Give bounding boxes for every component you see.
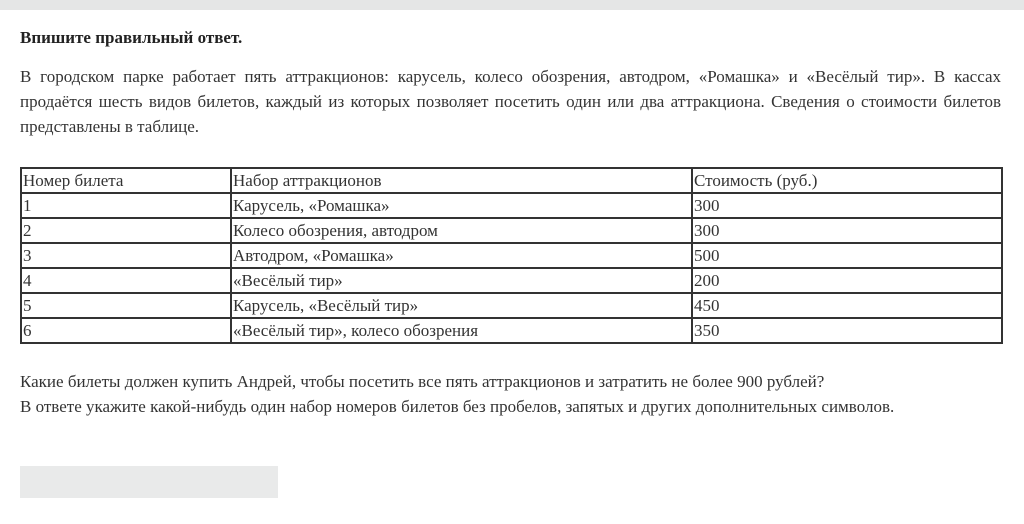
- ticket-price: 300: [692, 193, 1002, 218]
- task-instruction: Впишите правильный ответ.: [20, 28, 243, 47]
- table-row: [21, 218, 1002, 243]
- ticket-price: 500: [692, 243, 1002, 268]
- task-content: [20, 26, 1001, 419]
- ticket-number: 2: [21, 218, 231, 243]
- ticket-table: [20, 167, 1003, 344]
- question-line-2: В ответе укажите какой-нибудь один набор номеров билетов без пробелов, запятых и других дополнительных символов.: [20, 397, 895, 416]
- table-row: [21, 243, 1002, 268]
- top-bar: [0, 0, 1024, 10]
- ticket-price: 450: [692, 293, 1002, 318]
- ticket-attractions: «Весёлый тир», колесо обозрения: [231, 318, 692, 343]
- ticket-price: 200: [692, 268, 1002, 293]
- table-row: [21, 293, 1002, 318]
- ticket-price: 300: [692, 218, 1002, 243]
- header-attractions: Набор аттракционов: [231, 168, 692, 193]
- ticket-attractions: Карусель, «Ромашка»: [231, 193, 692, 218]
- ticket-number: 5: [21, 293, 231, 318]
- table-row: [21, 318, 1002, 343]
- table-row: [21, 193, 1002, 218]
- table-row: [21, 268, 1002, 293]
- ticket-number: 6: [21, 318, 231, 343]
- question-line-1: Какие билеты должен купить Андрей, чтобы посетить все пять аттракционов и затратить не более 900 рублей?: [20, 372, 825, 391]
- ticket-attractions: Карусель, «Весёлый тир»: [231, 293, 692, 318]
- header-price: Стоимость (руб.): [692, 168, 1002, 193]
- table-header-row: [21, 168, 1002, 193]
- ticket-attractions: «Весёлый тир»: [231, 268, 692, 293]
- ticket-number: 1: [21, 193, 231, 218]
- ticket-attractions: Автодром, «Ромашка»: [231, 243, 692, 268]
- header-ticket-number: Номер билета: [21, 168, 231, 193]
- ticket-number: 4: [21, 268, 231, 293]
- ticket-price: 350: [692, 318, 1002, 343]
- ticket-number: 3: [21, 243, 231, 268]
- answer-input[interactable]: [20, 466, 278, 498]
- problem-text: В городском парке работает пять аттракционов: карусель, колесо обозрения, автодром, «Ромашка» и «Весёлый тир». В кассах продаётся шесть видов билетов, каждый из которых позволяет посетить один или два аттракциона. Сведения о стоимости билетов представлены в таблице.: [20, 67, 1001, 136]
- question-text: [20, 369, 1001, 419]
- ticket-attractions: Колесо обозрения, автодром: [231, 218, 692, 243]
